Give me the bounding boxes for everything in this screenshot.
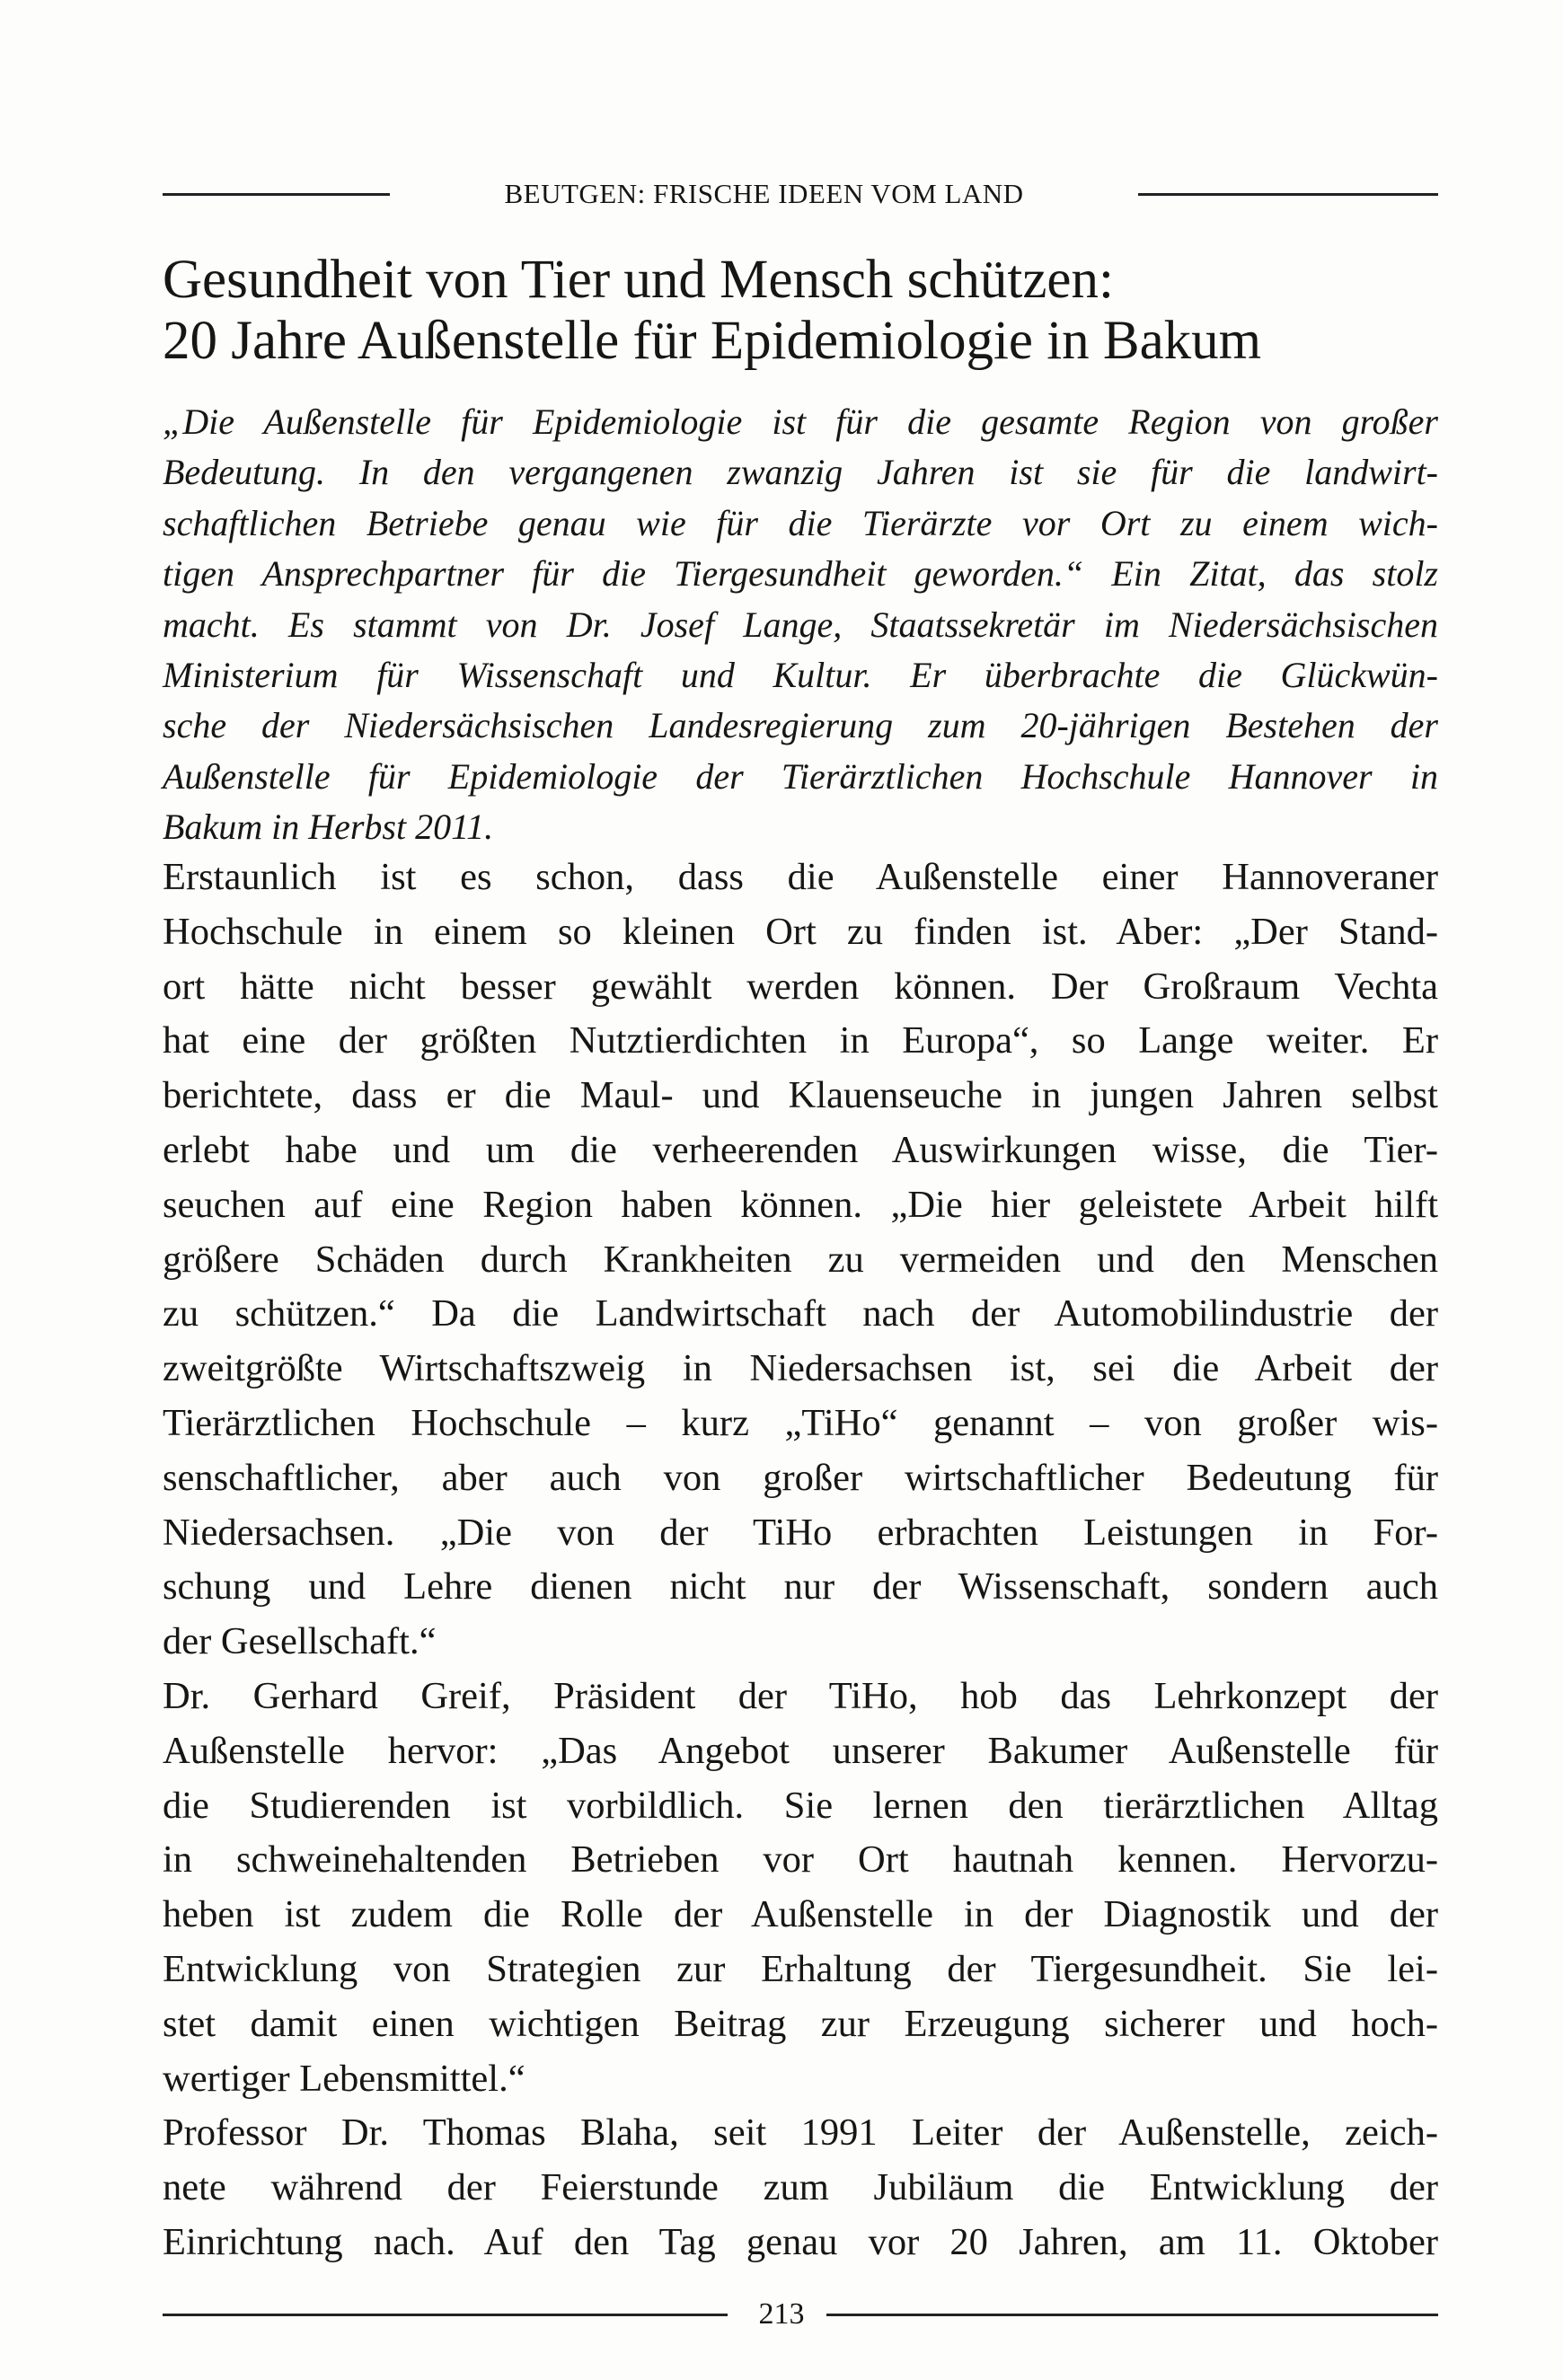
article-title-line-2: 20 Jahre Außenstelle für Epidemiologie in Bakum [163,311,1262,371]
text-line: die Studierenden ist vorbildlich. Sie lernen den tierärztlichen Alltag [163,1784,1438,1827]
text-line: Außenstelle für Epidemiologie der Tierärztlichen Hochschule Hannover in [163,755,1438,797]
text-line: berichtete, dass er die Maul- und Klauenseuche in jungen Jahren selbst [163,1074,1438,1117]
header-rule-left [163,193,390,196]
text-line: ort hätte nicht besser gewählt werden können. Der Großraum Vechta [163,965,1438,1008]
text-line: tigen Ansprechpartner für die Tiergesundheit geworden.“ Ein Zitat, das stolz [163,553,1438,595]
intro-quote [163,397,1438,853]
text-line: Entwicklung von Strategien zur Erhaltung der Tiergesundheit. Sie lei- [163,1947,1438,1990]
text-line: hat eine der größten Nutztierdichten in Europa“, so Lange weiter. Er [163,1019,1438,1062]
text-line: wertiger Lebensmittel.“ [163,2057,525,2100]
text-line: heben ist zudem die Rolle der Außenstelle in der Diagnostik und der [163,1893,1438,1936]
running-header: BEUTGEN: FRISCHE IDEEN VOM LAND [504,178,1024,209]
text-line: der Gesellschaft.“ [163,1620,437,1663]
footer-rule-left [163,2314,728,2316]
text-line: Bedeutung. In den vergangenen zwanzig Jahren ist sie für die landwirt- [163,452,1438,493]
text-line: in schweinehaltenden Betrieben vor Ort hautnah kennen. Hervorzu- [163,1838,1438,1882]
page-number: 213 [758,2297,805,2331]
text-line: Dr. Gerhard Greif, Präsident der TiHo, hob das Lehrkonzept der [163,1674,1438,1717]
article-body [163,851,1438,2270]
text-line: größere Schäden durch Krankheiten zu vermeiden und den Menschen [163,1238,1438,1281]
text-line: schung und Lehre dienen nicht nur der Wissenschaft, sondern auch [163,1565,1438,1609]
text-line: Professor Dr. Thomas Blaha, seit 1991 Leiter der Außenstelle, zeich- [163,2111,1438,2155]
header-rule-right [1138,193,1438,196]
text-line: Einrichtung nach. Auf den Tag genau vor 20 Jahren, am 11. Oktober [163,2220,1438,2263]
text-line: Erstaunlich ist es schon, dass die Außenstelle einer Hannoveraner [163,856,1438,898]
text-line: zweitgrößte Wirtschaftszweig in Niedersachsen ist, sei die Arbeit der [163,1347,1438,1390]
text-line: Ministerium für Wissenschaft und Kultur. Er überbrachte die Glückwün- [163,654,1438,695]
text-line: macht. Es stammt von Dr. Josef Lange, Staatssekretär im Niedersächsischen [163,604,1438,645]
text-line: Bakum in Herbst 2011. [163,807,494,848]
text-line: zu schützen.“ Da die Landwirtschaft nach der Automobilindustrie der [163,1292,1438,1335]
article-title-line-1: Gesundheit von Tier und Mensch schützen: [163,250,1114,310]
text-line: senschaftlicher, aber auch von großer wirtschaftlicher Bedeutung für [163,1456,1438,1499]
text-line: „Die Außenstelle für Epidemiologie ist für die gesamte Region von großer [163,401,1438,442]
text-line: schaftlichen Betriebe genau wie für die Tierärzte vor Ort zu einem wich- [163,502,1438,543]
text-line: Tierärztlichen Hochschule – kurz „TiHo“ genannt – von großer wis- [163,1401,1438,1444]
text-line: sche der Niedersächsischen Landesregierung zum 20-jährigen Bestehen der [163,705,1438,746]
footer-rule-right [826,2314,1438,2316]
text-line: seuchen auf eine Region haben können. „Die hier geleistete Arbeit hilft [163,1183,1438,1226]
text-line: nete während der Feierstunde zum Jubiläum die Entwicklung der [163,2166,1438,2209]
text-line: Außenstelle hervor: „Das Angebot unserer Bakumer Außenstelle für [163,1729,1438,1772]
text-line: stet damit einen wichtigen Beitrag zur Erzeugung sicherer und hoch- [163,2002,1438,2045]
text-line: Hochschule in einem so kleinen Ort zu finden ist. Aber: „Der Stand- [163,910,1438,953]
text-line: erlebt habe und um die verheerenden Auswirkungen wisse, die Tier- [163,1128,1438,1171]
text-line: Niedersachsen. „Die von der TiHo erbrachten Leistungen in For- [163,1511,1438,1554]
